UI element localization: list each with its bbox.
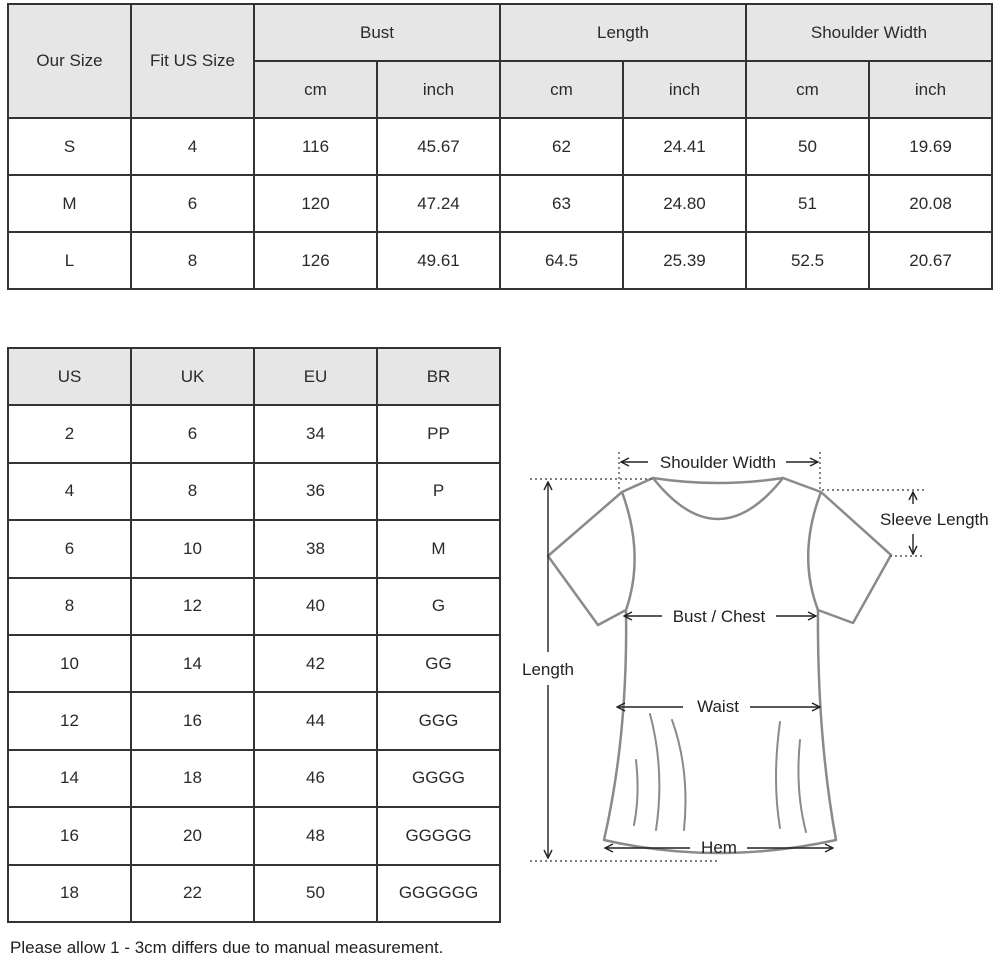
- size-chart-table: [7, 3, 993, 290]
- header-fit-us-size: Fit US Size: [131, 4, 254, 118]
- table-cell: 20.08: [869, 175, 992, 232]
- label-length: Length: [522, 660, 574, 679]
- table-cell: 45.67: [377, 118, 500, 175]
- tshirt-outline-icon: [548, 478, 891, 853]
- table-cell: L: [8, 232, 131, 289]
- table-cell: 10: [131, 520, 254, 577]
- unit-header: cm: [500, 61, 623, 118]
- table-cell: G: [377, 578, 500, 635]
- unit-header: cm: [746, 61, 869, 118]
- table-cell: 6: [131, 405, 254, 462]
- table-cell: 120: [254, 175, 377, 232]
- table-cell: 126: [254, 232, 377, 289]
- table-cell: 18: [131, 750, 254, 807]
- label-shoulder-width: Shoulder Width: [659, 453, 777, 472]
- table-cell: 19.69: [869, 118, 992, 175]
- table-cell: 14: [8, 750, 131, 807]
- table-cell: GGGGGG: [377, 865, 500, 922]
- table-cell: 116: [254, 118, 377, 175]
- table-cell: 47.24: [377, 175, 500, 232]
- table-cell: 6: [131, 175, 254, 232]
- table-row: [8, 405, 500, 462]
- table-cell: 2: [8, 405, 131, 462]
- table-row: [8, 635, 500, 692]
- table-cell: S: [8, 118, 131, 175]
- table-cell: 52.5: [746, 232, 869, 289]
- table-cell: 42: [254, 635, 377, 692]
- table-cell: 50: [746, 118, 869, 175]
- table-cell: 46: [254, 750, 377, 807]
- table-cell: 62: [500, 118, 623, 175]
- table-cell: 40: [254, 578, 377, 635]
- header-us: US: [8, 348, 131, 405]
- table-cell: 22: [131, 865, 254, 922]
- table-cell: 20: [131, 807, 254, 864]
- table-cell: 10: [8, 635, 131, 692]
- table-cell: 18: [8, 865, 131, 922]
- size-conversion-table: [7, 347, 501, 923]
- table-cell: 6: [8, 520, 131, 577]
- table-cell: 49.61: [377, 232, 500, 289]
- label-sleeve-length: Sleeve Length: [880, 510, 989, 529]
- label-bust-chest: Bust / Chest: [672, 607, 766, 626]
- table-cell: 16: [131, 692, 254, 749]
- table-cell: M: [8, 175, 131, 232]
- table-row: [8, 578, 500, 635]
- header-eu: EU: [254, 348, 377, 405]
- table-cell: 8: [8, 578, 131, 635]
- header-our-size: Our Size: [8, 4, 131, 118]
- table-row: [8, 118, 992, 175]
- table-cell: 14: [131, 635, 254, 692]
- table-cell: 8: [131, 463, 254, 520]
- header-shoulder-width: Shoulder Width: [746, 4, 992, 61]
- table-row: [8, 520, 500, 577]
- table-cell: 63: [500, 175, 623, 232]
- table-cell: PP: [377, 405, 500, 462]
- table-cell: GG: [377, 635, 500, 692]
- table-cell: 8: [131, 232, 254, 289]
- table-row: [8, 175, 992, 232]
- table-cell: 38: [254, 520, 377, 577]
- table-cell: 4: [8, 463, 131, 520]
- header-length: Length: [500, 4, 746, 61]
- table-cell: 4: [131, 118, 254, 175]
- label-waist: Waist: [697, 697, 739, 716]
- table-row: [8, 807, 500, 864]
- unit-header: inch: [377, 61, 500, 118]
- header-bust: Bust: [254, 4, 500, 61]
- table-row: [8, 463, 500, 520]
- header-br: BR: [377, 348, 500, 405]
- table-cell: 25.39: [623, 232, 746, 289]
- table-cell: 44: [254, 692, 377, 749]
- table-cell: 24.41: [623, 118, 746, 175]
- table-cell: 12: [8, 692, 131, 749]
- table-cell: 48: [254, 807, 377, 864]
- table-cell: 34: [254, 405, 377, 462]
- table-cell: 20.67: [869, 232, 992, 289]
- table-row: [8, 865, 500, 922]
- garment-measurement-diagram: [505, 440, 1000, 880]
- table-cell: 64.5: [500, 232, 623, 289]
- table-cell: 36: [254, 463, 377, 520]
- table-cell: 12: [131, 578, 254, 635]
- table-cell: P: [377, 463, 500, 520]
- header-uk: UK: [131, 348, 254, 405]
- table-row: [8, 692, 500, 749]
- table-row: [8, 232, 992, 289]
- label-hem: Hem: [701, 838, 737, 857]
- table-cell: GGGG: [377, 750, 500, 807]
- measurement-note: Please allow 1 - 3cm differs due to manual measurement.: [10, 938, 444, 957]
- table-cell: GGGGG: [377, 807, 500, 864]
- table-cell: 51: [746, 175, 869, 232]
- table-row: [8, 750, 500, 807]
- table-cell: 50: [254, 865, 377, 922]
- table-cell: M: [377, 520, 500, 577]
- unit-header: cm: [254, 61, 377, 118]
- table-cell: GGG: [377, 692, 500, 749]
- table-cell: 16: [8, 807, 131, 864]
- unit-header: inch: [869, 61, 992, 118]
- unit-header: inch: [623, 61, 746, 118]
- table-cell: 24.80: [623, 175, 746, 232]
